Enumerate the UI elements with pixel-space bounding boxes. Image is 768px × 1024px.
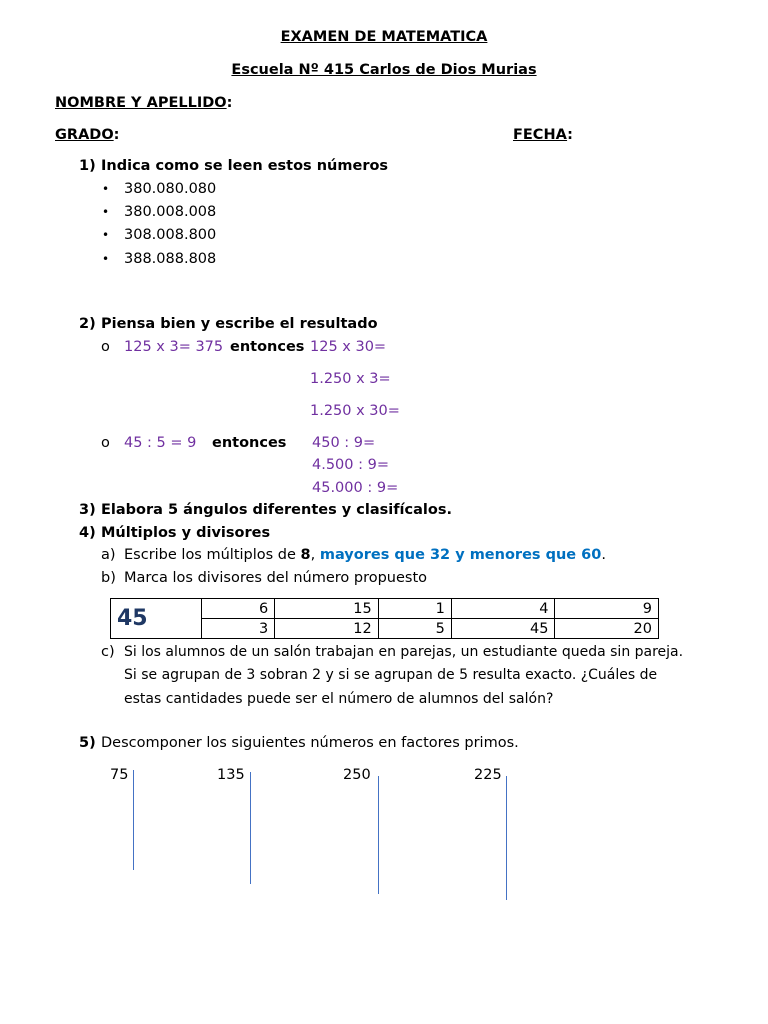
table-cell: 20 [555,619,659,639]
date-field: FECHA: [513,127,573,143]
q4c-line: estas cantidades puede ser el número de alumnos del salón? [124,691,554,707]
q2-task: 45.000 : 9= [312,480,399,496]
name-label: NOMBRE Y APELLIDO [55,95,227,111]
q5-number: 5) [79,735,96,751]
bullet-icon: • [102,205,110,219]
bullet-icon: • [102,182,110,196]
table-cell: 1 [378,599,451,619]
name-field: NOMBRE Y APELLIDO: [55,95,233,111]
table-cell: 45 [451,619,555,639]
q4b-text: Marca los divisores del número propuesto [124,570,428,586]
q4-number: 4) [79,525,96,541]
q2-text: Piensa bien y escribe el resultado [101,316,378,332]
grade-field: GRADO: [55,127,120,143]
q2-given: 45 : 5 = 9 [124,435,197,451]
q2-then: entonces [230,339,305,355]
school-name: Escuela Nº 415 Carlos de Dios Murias [231,62,537,78]
factor-line [250,772,251,884]
q2-number: 2) [79,316,96,332]
q5-text: Descomponer los siguientes números en factores primos. [101,735,519,751]
q2-given: 125 x 3= 375 [124,339,224,355]
q2-task: 125 x 30= [310,339,387,355]
factor-number: 135 [217,767,245,783]
table-cell: 5 [378,619,451,639]
table-row [111,599,659,619]
q1-text: Indica como se leen estos números [101,158,389,174]
q4c-line: Si se agrupan de 3 sobran 2 y si se agrupan de 5 resulta exacto. ¿Cuáles de [124,667,658,683]
q1-item: 388.088.808 [124,251,217,267]
bullet-icon: • [102,252,110,266]
table-cell: 6 [202,599,275,619]
q2-task: 4.500 : 9= [312,457,389,473]
q1-number: 1) [79,158,96,174]
q1-item: 380.008.008 [124,204,217,220]
proposed-number: 45 [111,599,202,639]
q4a-text: Escribe los múltiplos de 8, mayores que 32 y menores que 60. [124,547,606,563]
table-cell: 3 [202,619,275,639]
factor-line [133,770,134,870]
q2-task: 1.250 x 3= [310,371,391,387]
factor-line [378,776,379,894]
q4-text: Múltiplos y divisores [101,525,271,541]
table-cell: 12 [275,619,379,639]
table-cell: 15 [275,599,379,619]
circle-bullet-icon: o [101,435,110,451]
factor-line [506,776,507,900]
q2-then: entonces [212,435,287,451]
exam-title: EXAMEN DE MATEMATICA [280,29,488,45]
q2-task: 450 : 9= [312,435,376,451]
date-label: FECHA [513,127,568,143]
grade-label: GRADO [55,127,114,143]
q1-item: 380.080.080 [124,181,217,197]
q4b-letter: b) [101,570,116,586]
q4c-line: Si los alumnos de un salón trabajan en parejas, un estudiante queda sin pareja. [124,644,684,660]
q4a-highlight: mayores que 32 y menores que 60 [319,547,602,563]
bullet-icon: • [102,228,110,242]
q2-task: 1.250 x 30= [310,403,400,419]
q4c-letter: c) [101,644,115,660]
table-cell: 9 [555,599,659,619]
q4a-letter: a) [101,547,116,563]
divisors-table [110,598,659,639]
q3-text: Elabora 5 ángulos diferentes y clasifícalos. [101,502,452,518]
q1-item: 308.008.800 [124,227,217,243]
table-cell: 4 [451,599,555,619]
circle-bullet-icon: o [101,339,110,355]
factor-number: 225 [474,767,502,783]
q3-number: 3) [79,502,96,518]
factor-number: 75 [110,767,129,783]
factor-number: 250 [343,767,371,783]
